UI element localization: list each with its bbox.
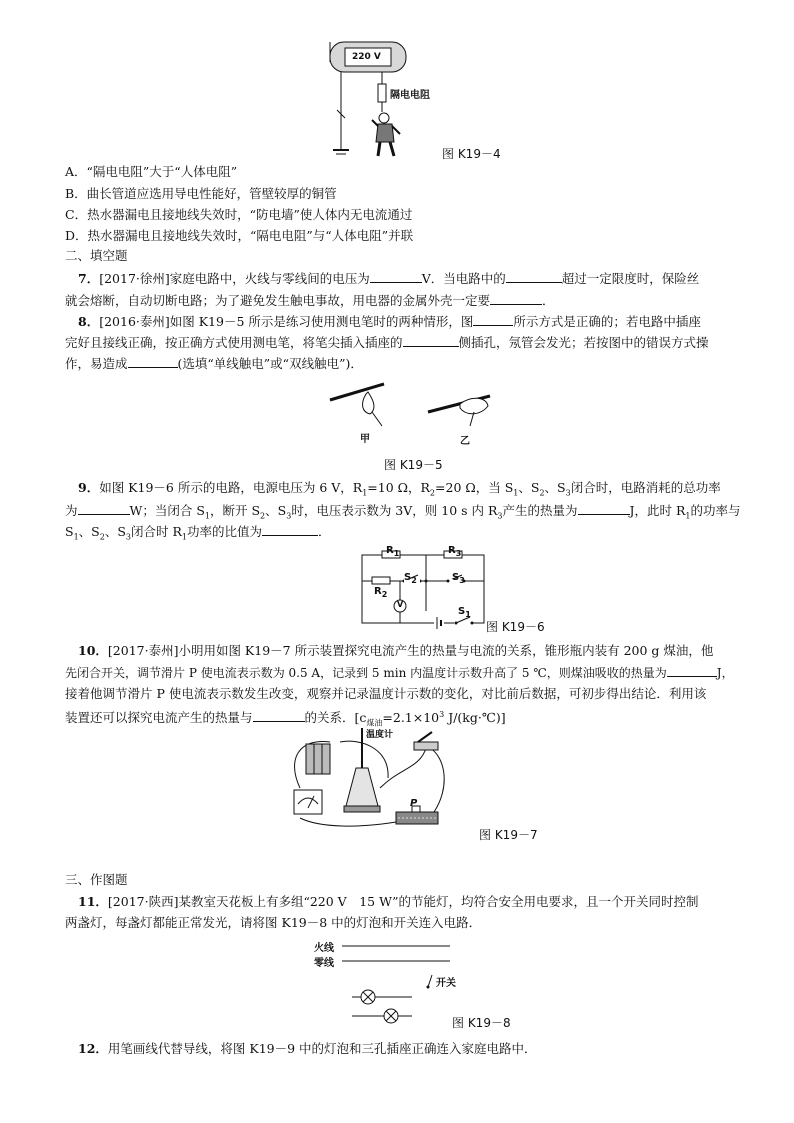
fig6-r2-label: $R_2$ [374, 586, 388, 599]
q7-line-1: 7．[2017·徐州]家庭电路中，火线与零线间的电压为 V．当电路中的 超过一定限度时，保险丝 [78, 271, 700, 286]
q10-blank-2[interactable] [253, 709, 305, 722]
lamp-2 [352, 1009, 412, 1023]
q7-blank-2[interactable] [506, 270, 562, 283]
fig5-caption: 图 K19－5 [384, 458, 443, 472]
fig8-live-label: 火线 [314, 943, 334, 954]
q10-line-1: 10．[2017·泰州]小明用如图 K19－7 所示装置探究电流产生的热量与电流的关系，锥形瓶内装有 200 g 煤油，他 [78, 643, 714, 658]
q9-blank-2[interactable] [578, 502, 630, 515]
switch-symbol [427, 975, 433, 989]
fig8-neutral-label: 零线 [314, 958, 334, 969]
q10-blank-1[interactable] [667, 664, 717, 677]
q6-option-a: A．“隔电电阻”大于“人体电阻” [65, 164, 238, 179]
q6-option-c: C．热水器漏电且接地线失效时，“防电墙”使人体内无电流通过 [65, 207, 413, 222]
q11-line-1: 11．[2017·陕西]某教室天花板上有多组“220 V 15 W”的节能灯，均符合安全用电要求，且一个开关同时控制 [78, 894, 699, 909]
q9-line-3: $S_1$、$S_2$、$S_3$闭合时 $R_1$功率的比值为 ． [65, 524, 331, 542]
switch [414, 732, 438, 750]
fig7-thermometer-label: 温度计 [366, 730, 394, 740]
pen-grip-yi [428, 396, 490, 426]
q8-blank-1[interactable] [473, 313, 513, 326]
figure-k19-8 [0, 935, 794, 1025]
fig6-s3-label: $S_3$ [452, 572, 465, 585]
q8-number: 8． [78, 314, 100, 329]
figure-k19-7 [0, 728, 794, 838]
q10-line-4: 装置还可以探究电流产生的热量与 的关系．[$c_{煤油}=2.1\times 10^3$ J/(kg·℃)] [65, 710, 506, 728]
q12-line: 12．用笔画线代替导线，将图 K19－9 中的灯泡和三孔插座正确连入家庭电路中． [78, 1041, 537, 1056]
section-fill-in: 二、填空题 [65, 248, 128, 263]
q9-line-2: 为 W；当闭合 $S_1$，断开 $S_2$、$S_3$时，电压表示数为 3V，则 10 s 内 $R_3$产生的热量为 J，此时 $R_1$的功率与 [65, 503, 741, 521]
fig4-caption: 图 K19－4 [442, 147, 501, 161]
q9-number: 9． [78, 480, 100, 495]
fig6-v-label: V [397, 600, 404, 609]
figure-k19-5 [0, 382, 794, 442]
q8-line-2: 完好且接线正确，按正确方式使用测电笔，将笔尖插入插座的 侧插孔，氖管会发光；若按图中的错误方式操 [65, 335, 709, 350]
battery-pack [306, 744, 330, 774]
fig6-s2-label: $S_2$ [404, 572, 417, 585]
fig7-caption: 图 K19－7 [479, 828, 538, 842]
q7-blank-3[interactable] [490, 292, 542, 305]
q8-blank-3[interactable] [128, 355, 178, 368]
person-figure [372, 113, 400, 156]
conical-flask [346, 768, 378, 806]
q9-line-1: 9．如图 K19－6 所示的电路，电源电压为 6 V，$R_1=10$ Ω，$R_2=20$ Ω，当 $S_1$、$S_2$、$S_3$闭合时，电路消耗的总功率 [78, 480, 721, 498]
q7-number: 7． [78, 271, 100, 286]
fig6-caption: 图 K19－6 [486, 620, 545, 634]
section-drawing: 三、作图题 [65, 872, 128, 887]
fig8-caption: 图 K19－8 [452, 1016, 511, 1030]
ammeter [294, 790, 322, 814]
fig7-slider-label: P [410, 798, 418, 809]
q10-line-2: 先闭合开关，调节滑片 P 使电流表示数为 0.5 A，记录到 5 min 内温度计示数升高了 5 ℃，则煤油吸收的热量为 J， [65, 666, 734, 680]
q10-number: 10． [78, 643, 108, 658]
q8-line-3: 作，易造成 (选填“单线触电”或“双线触电”)． [65, 356, 363, 371]
fig6-r1-label: $R_1$ [386, 545, 400, 558]
fig6-r3-label: $R_3$ [448, 545, 462, 558]
q7-blank-1[interactable] [370, 270, 422, 283]
q6-option-d: D．热水器漏电且接地线失效时，“隔电电阻”与“人体电阻”并联 [65, 228, 414, 243]
fig6-s1-label: $S_1$ [458, 606, 471, 619]
q9-blank-1[interactable] [78, 502, 130, 515]
fig4-voltage-label: 220 V [352, 52, 381, 62]
fig8-switch-label: 开关 [436, 978, 456, 989]
q12-number: 12． [78, 1041, 108, 1056]
figure-k19-4 [0, 0, 794, 170]
q11-line-2: 两盏灯，每盏灯都能正常发光，请将图 K19－8 中的灯泡和开关连入电路． [65, 915, 482, 930]
q11-number: 11． [78, 894, 108, 909]
lamp-1 [352, 990, 412, 1004]
q9-blank-3[interactable] [262, 523, 318, 536]
fig5-label-yi: 乙 [460, 436, 470, 447]
q6-option-b: B．曲长管道应选用导电性能好，管壁较厚的铜管 [65, 186, 337, 201]
fig4-resistor-label: 隔电电阻 [390, 90, 430, 101]
q8-line-1: 8．[2016·泰州]如图 K19－5 所示是练习使用测电笔时的两种情形，图 所示方式是正确的；若电路中插座 [78, 314, 701, 329]
battery [434, 617, 444, 629]
q8-blank-2[interactable] [403, 334, 459, 347]
pen-grip-jia [330, 384, 384, 426]
resistor-r2 [372, 577, 390, 584]
q10-line-3: 接着他调节滑片 P 使电流表示数发生改变，观察并记录温度计示数的变化，对比前后数据，可初步得出结论．利用该 [65, 686, 707, 701]
isolation-resistor [378, 84, 386, 102]
fig5-label-jia: 甲 [360, 434, 370, 445]
q7-line-2: 就会熔断，自动切断电路；为了避免发生触电事故，用电器的金属外壳一定要 ． [65, 293, 555, 308]
